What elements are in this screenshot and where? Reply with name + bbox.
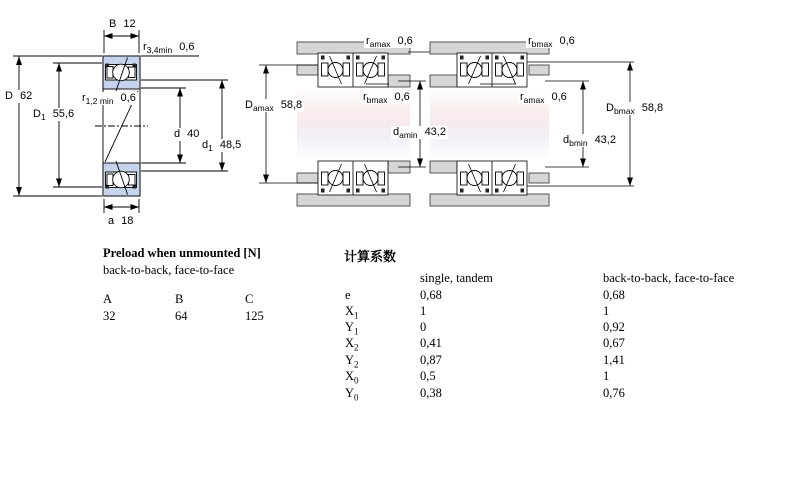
factor-row-label: $X_0$ [345, 369, 359, 386]
preload-col-B: B [175, 292, 184, 306]
dim-label-D1: $D_1$ 55,6 [33, 108, 75, 122]
factor-row-label: $X_1$ [345, 304, 359, 321]
ball-top [113, 64, 130, 81]
preload-col-A: A [103, 292, 113, 306]
factor-value: 0,68 [420, 288, 442, 302]
dim-label-d1: $d_1$ 48,5 [202, 139, 242, 153]
factor-value: 1 [603, 304, 610, 318]
outer-ring-top [103, 56, 140, 91]
factor-row-label: $Y_1$ [345, 320, 359, 337]
mounting-diagram-b [430, 42, 634, 206]
factor-value: 0,87 [420, 353, 442, 367]
ball-bottom [113, 171, 130, 188]
dim-label-dbmin: $d_{bmin}$ 43,2 [563, 134, 616, 148]
dim-label-ramax-b: $r_{amax}$ 0,6 [520, 91, 567, 105]
factor-value: 0,76 [603, 386, 625, 400]
dim-label-r12min: $r_{1,2 min}$ 0,6 [82, 92, 136, 106]
mounting-diagram-a [259, 42, 438, 206]
dim-label-rbmax-a: $r_{bmax}$ 0,6 [363, 91, 410, 105]
housing-bottom [430, 194, 549, 206]
factor-value: 1 [420, 304, 427, 318]
factor-row-label: $X_2$ [345, 336, 359, 353]
preload-value-B: 64 [175, 309, 188, 323]
dim-label-Dbmax: $D_{bmax}$ 58,8 [606, 102, 664, 116]
preload-value-C: 125 [245, 309, 264, 323]
housing-bottom [297, 194, 410, 206]
factor-row-label: e [345, 288, 351, 302]
dim-label-r34min: $r_{3,4min}$ 0,6 [143, 41, 195, 55]
factor-value: 0,92 [603, 320, 625, 334]
factor-row-label: $Y_2$ [345, 353, 359, 370]
factor-value: 0,5 [420, 369, 436, 383]
dim-label-damin: $d_{amin}$ 43,2 [393, 126, 446, 140]
outer-ring-bottom [103, 161, 140, 196]
preload-subtitle: back-to-back, face-to-face [103, 263, 235, 277]
factor-value: 0,68 [603, 288, 625, 302]
factor-value: 1,41 [603, 353, 625, 367]
dim-label-a: a 18 [108, 215, 134, 227]
dim-label-d: d 40 [174, 128, 200, 140]
dim-label-rbmax-b: $r_{bmax}$ 0,6 [528, 35, 575, 49]
factor-row-label: $Y_0$ [345, 386, 359, 403]
factors-col-b2b-f2f: back-to-back, face-to-face [603, 271, 735, 285]
factor-value: 0,41 [420, 336, 442, 350]
factors-title: 计算系数 [344, 249, 397, 264]
preload-col-C: C [245, 292, 254, 306]
factor-value: 1 [603, 369, 610, 383]
dim-label-D: D 62 [5, 90, 33, 102]
factor-value: 0 [420, 320, 427, 334]
factor-value: 0,38 [420, 386, 442, 400]
factors-col-single-tandem: single, tandem [420, 271, 493, 285]
preload-value-A: 32 [103, 309, 116, 323]
factor-value: 0,67 [603, 336, 625, 350]
preload-title: Preload when unmounted [N] [103, 246, 261, 260]
dim-label-Damax: $D_{amax}$ 58,8 [245, 99, 303, 113]
dim-label-B: B 12 [109, 18, 136, 30]
dim-label-ramax-a: $r_{amax}$ 0,6 [366, 35, 413, 49]
